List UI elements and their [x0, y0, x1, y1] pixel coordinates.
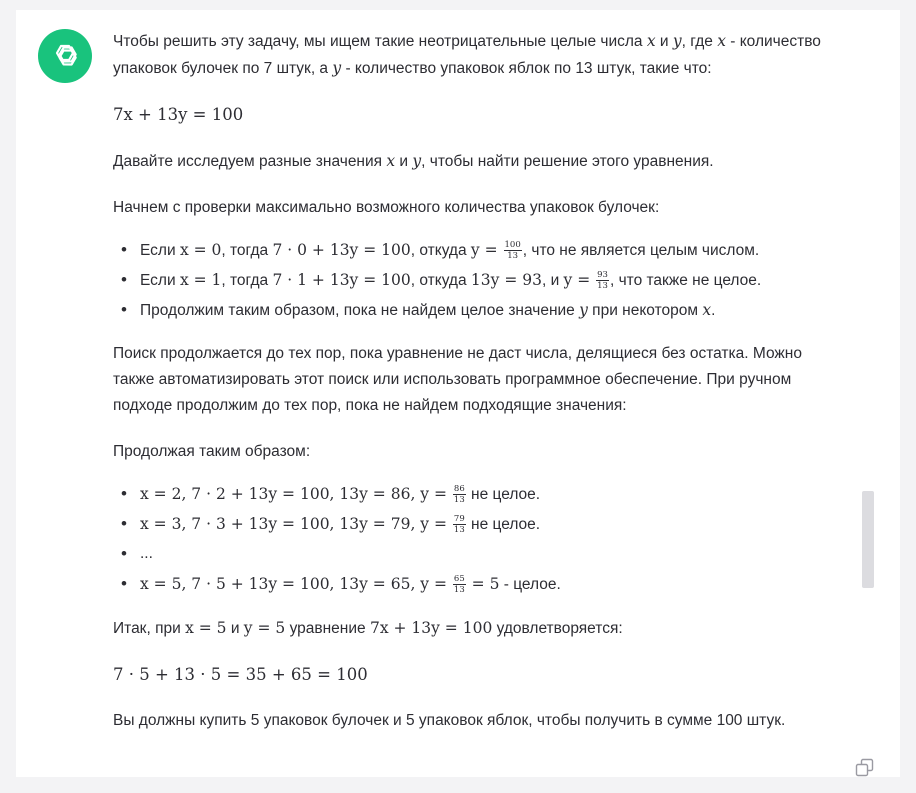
text: Итак, при	[113, 620, 186, 637]
intro-text: , где	[681, 33, 718, 50]
fraction-numerator: 93	[597, 270, 608, 281]
fraction-numerator: 65	[453, 574, 465, 585]
math-expr: x = 5	[185, 619, 227, 637]
paragraph-line: подходе продолжим до тех пор, пока не найдем подходящие значения:	[113, 397, 627, 414]
math-var: y	[412, 152, 422, 170]
main-equation: 7x + 13y = 100	[113, 105, 244, 124]
fraction-numerator: 100	[504, 240, 521, 251]
explore-paragraph	[113, 148, 858, 175]
fraction	[504, 240, 522, 261]
intro-paragraph	[113, 28, 858, 82]
math-expr: y =	[563, 271, 596, 289]
math-var: x	[702, 301, 712, 319]
text: уравнение	[285, 620, 370, 637]
text: , тогда	[221, 272, 273, 289]
search-paragraph	[113, 341, 858, 419]
text: и	[226, 620, 244, 637]
fraction-denominator: 13	[453, 585, 465, 596]
fraction	[453, 514, 466, 535]
conclusion-paragraph: Вы должны купить 5 упаковок булочек и 5 упаковок яблок, чтобы получить в сумме 100 штук.	[113, 712, 786, 729]
list-item	[113, 479, 858, 509]
intro-text: - количество упаковок яблок по 13 штук, такие что:	[341, 60, 712, 77]
fraction	[453, 574, 466, 595]
math-expr: x = 0	[179, 241, 222, 259]
list-item	[113, 539, 858, 569]
bullet-list-continued	[113, 479, 858, 599]
text: , что не является целым числом.	[522, 242, 760, 259]
fraction-denominator: 13	[453, 495, 465, 506]
copy-button[interactable]	[855, 758, 875, 778]
openai-logo-icon	[48, 39, 82, 73]
math-expr: x = 2, 7 · 2 + 13y = 100, 13y = 86, y =	[140, 485, 452, 503]
math-var: x	[646, 32, 656, 50]
fraction	[596, 270, 609, 291]
paragraph-line: Поиск продолжается до тех пор, пока уравнение не даст числа, делящиеся без остатка. Можно	[113, 345, 802, 362]
paragraph-line: также автоматизировать этот поиск или использовать программное обеспечение. При ручном	[113, 371, 792, 388]
explore-text: Давайте исследуем разные значения	[113, 153, 387, 170]
list-item	[113, 235, 858, 265]
math-expr: y =	[470, 241, 503, 259]
fraction-denominator: 13	[453, 525, 465, 536]
fraction-denominator: 13	[507, 251, 519, 262]
math-expr: 7 · 0 + 13y = 100	[272, 241, 411, 259]
list-item	[113, 569, 858, 599]
text: ...	[140, 545, 153, 562]
text: - целое.	[499, 576, 561, 593]
text: Если	[140, 242, 180, 259]
math-expr: 7x + 13y = 100	[369, 619, 493, 637]
fraction-numerator: 86	[453, 484, 465, 495]
math-expr: x = 1	[179, 271, 222, 289]
list-item	[113, 265, 858, 295]
text: при некотором	[587, 302, 703, 319]
fraction-denominator: 13	[597, 281, 608, 292]
text: .	[711, 302, 716, 319]
assistant-message-card	[16, 10, 900, 777]
math-expr: = 5	[466, 575, 500, 593]
math-expr: x = 5, 7 · 5 + 13y = 100, 13y = 65, y =	[140, 575, 452, 593]
text: Если	[140, 272, 180, 289]
list-item	[113, 509, 858, 539]
list-item	[113, 295, 858, 325]
math-expr: y = 5	[243, 619, 286, 637]
check-equation: 7 · 5 + 13 · 5 = 35 + 65 = 100	[113, 665, 368, 684]
math-expr: 13y = 93	[470, 271, 542, 289]
text: , что также не целое.	[609, 272, 762, 289]
math-expr: 7 · 1 + 13y = 100	[272, 271, 411, 289]
text: , тогда	[221, 242, 273, 259]
text: , откуда	[410, 242, 471, 259]
math-var: y	[579, 301, 588, 319]
explore-text: и	[395, 153, 413, 170]
intro-text: упаковок булочек по 7 штук, а	[113, 60, 333, 77]
so-paragraph	[113, 615, 858, 642]
math-var: x	[717, 32, 726, 50]
text: , откуда	[410, 272, 471, 289]
math-var: y	[672, 32, 682, 50]
intro-text: и	[655, 33, 673, 50]
assistant-avatar	[38, 29, 92, 83]
math-expr: x = 3, 7 · 3 + 13y = 100, 13y = 79, y =	[140, 515, 452, 533]
scrollbar-thumb[interactable]	[862, 491, 874, 588]
start-check-paragraph: Начнем с проверки максимально возможного количества упаковок булочек:	[113, 199, 660, 216]
text: удовлетворяется:	[492, 620, 623, 637]
copy-icon	[855, 758, 875, 778]
text: не целое.	[466, 486, 541, 503]
bullet-list-initial	[113, 235, 858, 325]
explore-text: , чтобы найти решение этого уравнения.	[421, 153, 714, 170]
math-var: y	[332, 59, 342, 77]
text: Продолжим таким образом, пока не найдем целое значение	[140, 302, 580, 319]
message-content	[113, 28, 858, 734]
text: , и	[541, 272, 564, 289]
intro-text: Чтобы решить эту задачу, мы ищем такие неотрицательные целые числа	[113, 33, 647, 50]
text: не целое.	[466, 516, 541, 533]
fraction	[453, 484, 466, 505]
fraction-numerator: 79	[453, 514, 465, 525]
intro-text: - количество	[725, 33, 821, 50]
math-var: x	[386, 152, 396, 170]
continuing-paragraph: Продолжая таким образом:	[113, 443, 311, 460]
